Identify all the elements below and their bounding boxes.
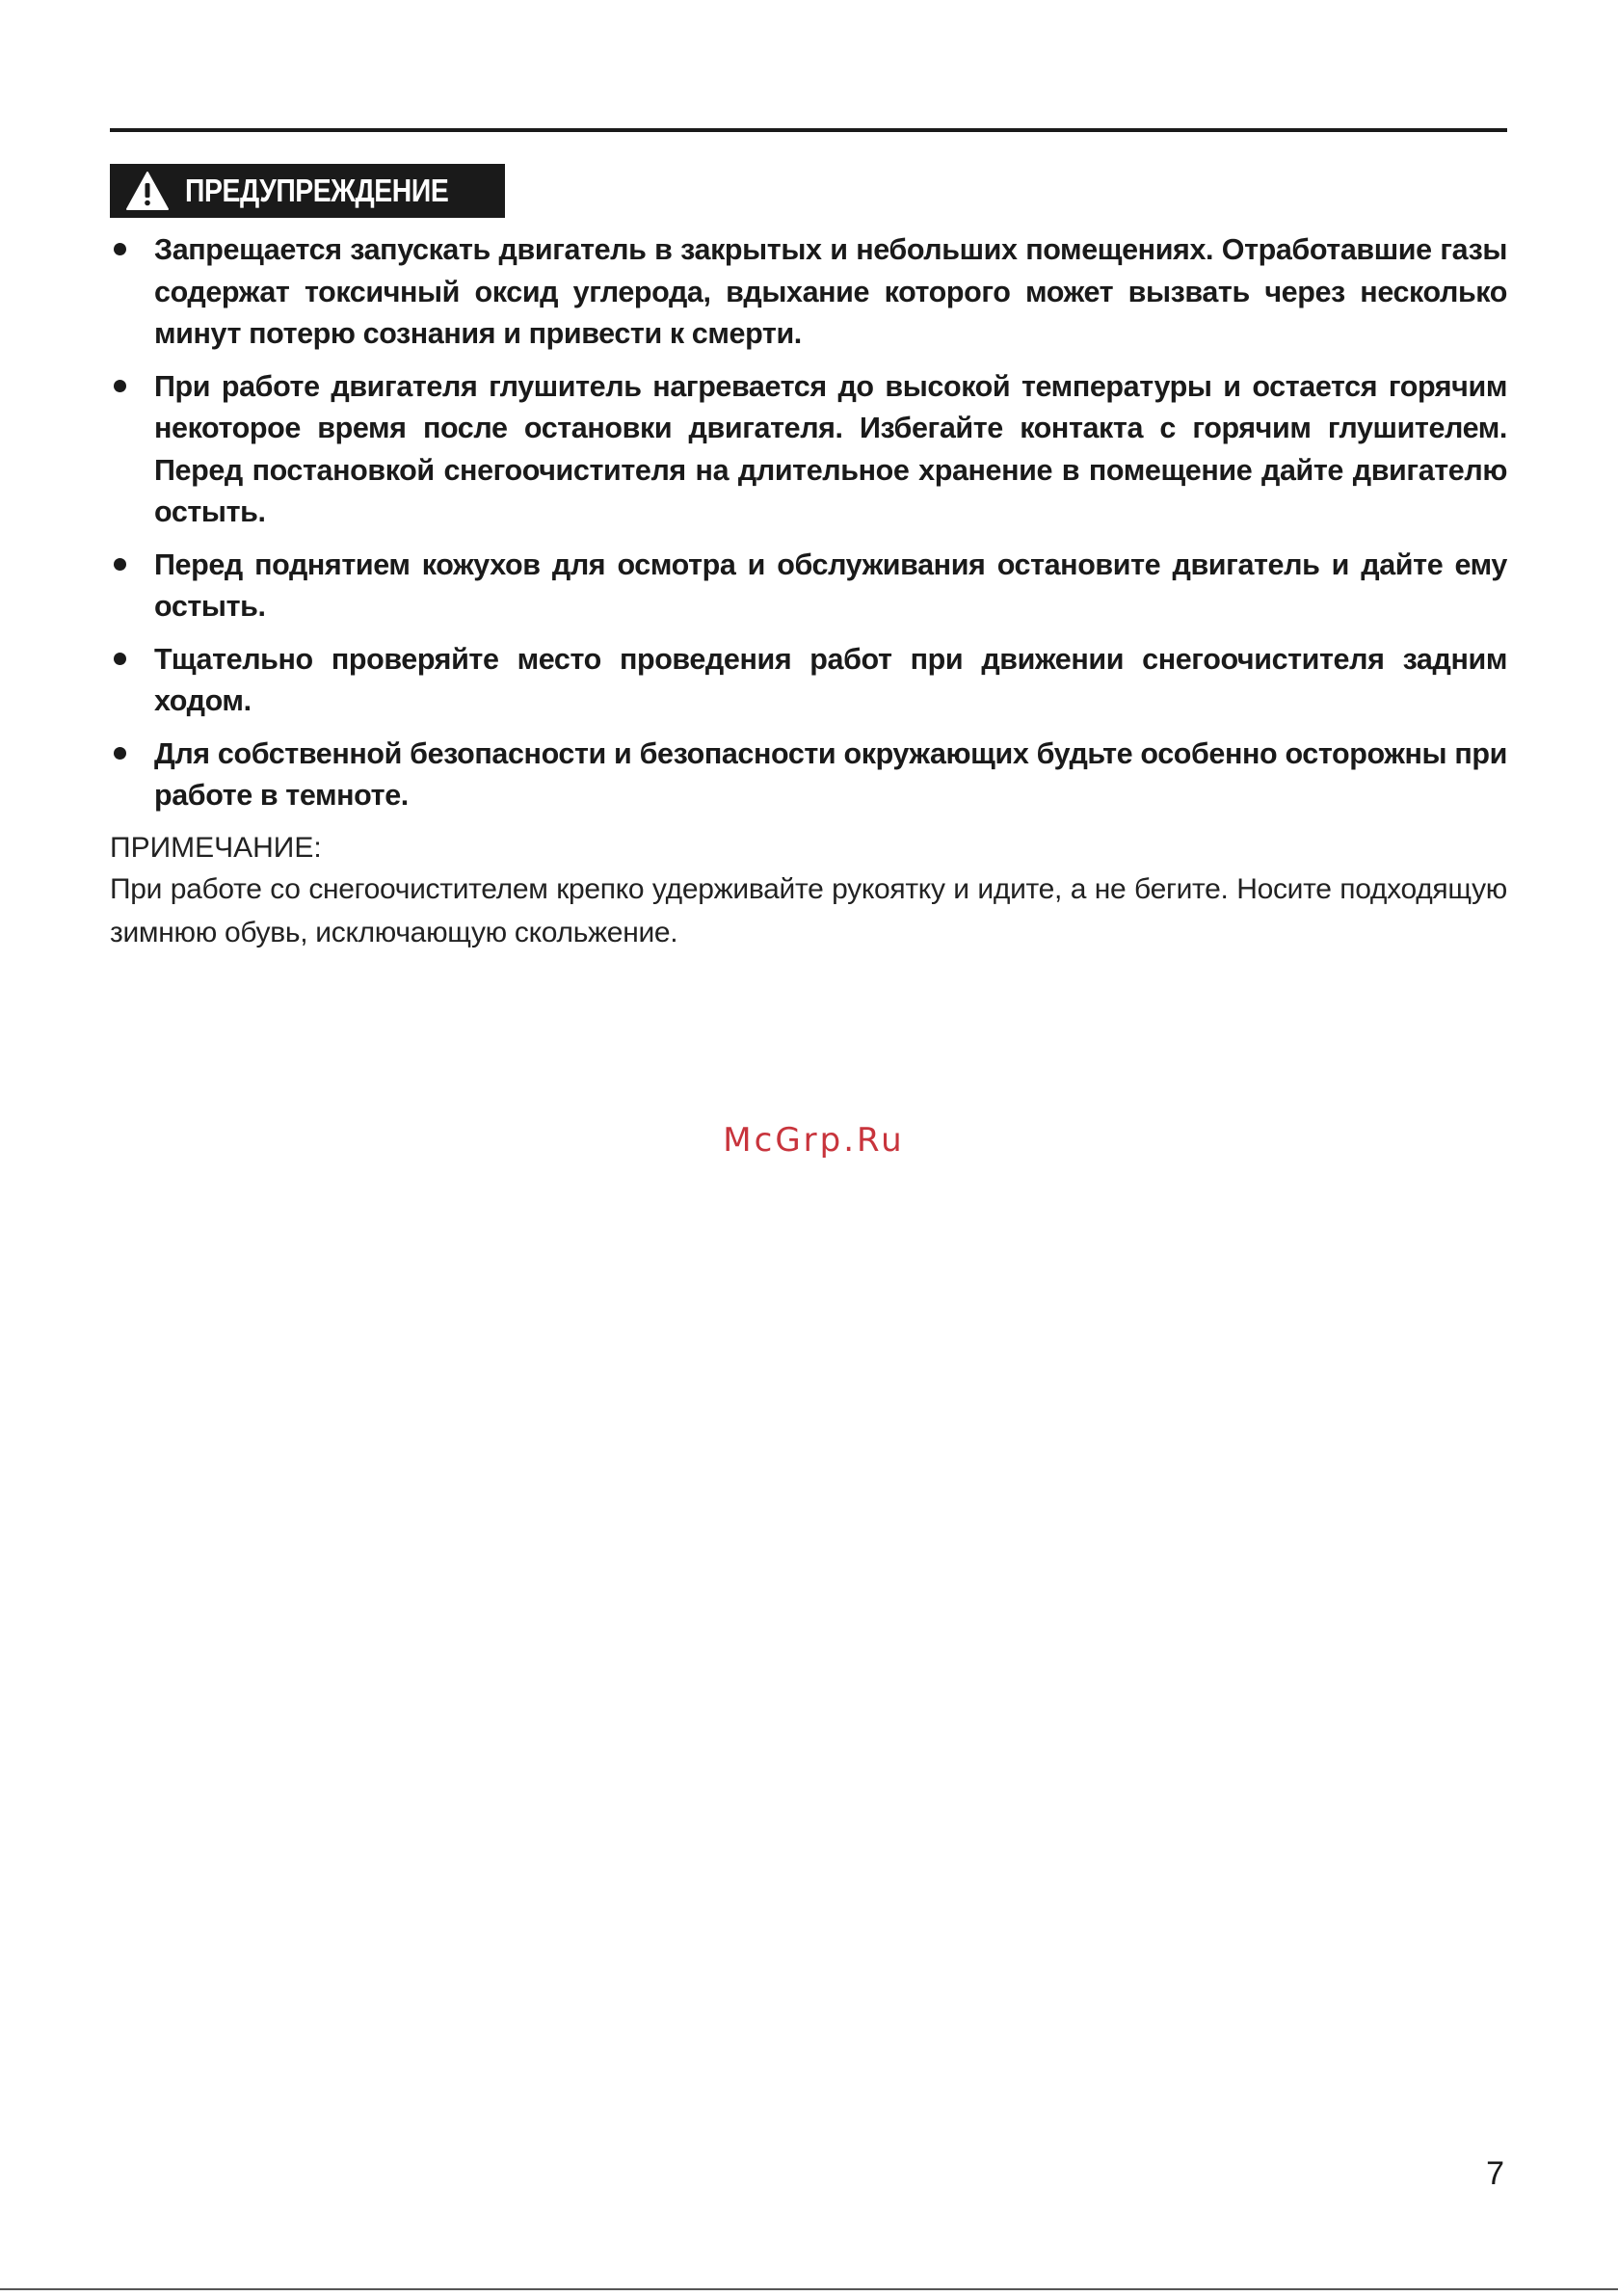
warning-list [110, 229, 1507, 828]
bullet-icon [114, 243, 126, 255]
warning-item [110, 545, 1507, 628]
bullet-icon [114, 380, 126, 392]
bullet-icon [114, 558, 126, 571]
bottom-divider [0, 2288, 1618, 2290]
warning-item [110, 229, 1507, 356]
warning-item [110, 734, 1507, 817]
note-text: При работе со снегоочистителем крепко удерживайте рукоятку и идите, а не бегите. Носите подходящую зимнюю обувь, исключающую скольжение. [110, 873, 1507, 948]
warning-triangle-icon [125, 171, 170, 211]
top-divider [110, 128, 1507, 132]
warning-item-text: Перед поднятием кожухов для осмотра и обслуживания остановите двигатель и дайте ему остыть. [154, 547, 1507, 623]
page-number: 7 [1486, 2155, 1504, 2192]
watermark: McGrp.Ru [723, 1121, 905, 1160]
warning-item [110, 639, 1507, 723]
warning-title: ПРЕДУПРЕЖДЕНИЕ [185, 173, 449, 208]
warning-header [110, 164, 505, 218]
warning-item-text: Для собственной безопасности и безопасности окружающих будьте особенно осторожны при работе в темноте. [154, 736, 1507, 812]
bullet-icon [114, 653, 126, 665]
warning-item-text: При работе двигателя глушитель нагревается до высокой температуры и остается горячим некоторое время после остановки двигателя. Избегайте контакта с горячим глушителем. Перед постановкой снегоочистителя на длительное хранение в помещение дайте двигателю остыть. [154, 369, 1507, 528]
warning-item-text: Запрещается запускать двигатель в закрытых и небольших помещениях. Отработавшие газы содержат токсичный оксид углерода, вдыхание которого может вызвать через несколько минут потерю сознания и привести к смерти. [154, 233, 1507, 350]
note-label: ПРИМЕЧАНИЕ: [110, 832, 322, 864]
warning-item-text: Тщательно проверяйте место проведения работ при движении снегоочистителя задним ходом. [154, 642, 1507, 717]
bullet-icon [114, 747, 126, 760]
warning-item [110, 366, 1507, 534]
